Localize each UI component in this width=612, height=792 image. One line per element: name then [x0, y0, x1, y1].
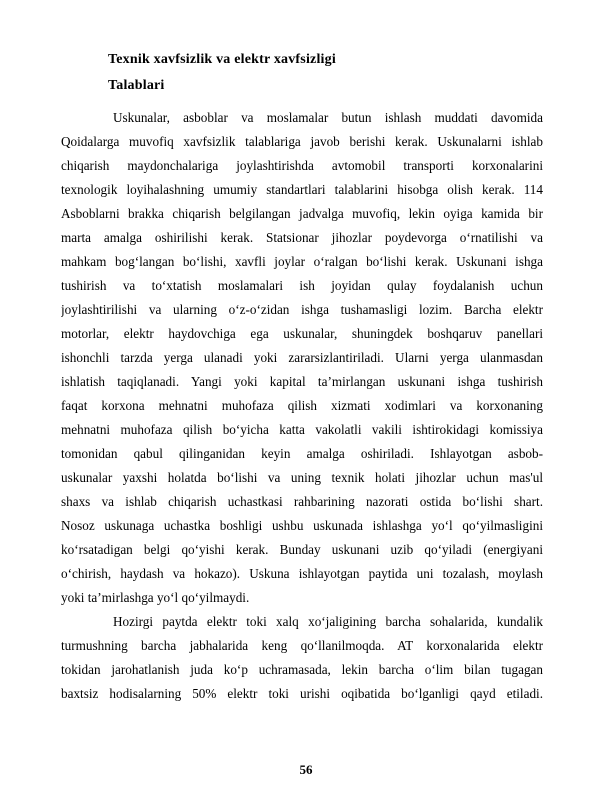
text-line: Uskunalar, asboblar va moslamalar butun ishlash muddati davomida [113, 110, 543, 125]
text-line: mehnatni muhofaza qilish boʻyicha katta vakolatli vakili ishtirokidagi komissiya [61, 422, 543, 437]
section-heading: Texnik xavfsizlik va elektr xavfsizligi [108, 52, 336, 67]
text-line: chiqarish maydonchalariga joylashtirishda avtomobil transporti korxonalarini [61, 158, 543, 173]
text-line: uskunalar yaxshi holatda boʻlishi va uning texnik holati jihozlar uchun mas'ul [61, 470, 543, 485]
page-number: 56 [299, 762, 313, 777]
text-line: Nosoz uskunaga uchastka boshligi ushbu uskunada ishlashga yoʻl qoʻyilmasligini [61, 518, 543, 533]
text-line: motorlar, elektr haydovchiga ega uskunalar, shuningdek boshqaruv panellari [61, 326, 543, 341]
text-line: mahkam bogʻlangan boʻlishi, xavfli joylar oʻralgan boʻlishi kerak. Uskunani ishga [61, 254, 543, 269]
text-line: koʻrsatadigan belgi qoʻyishi kerak. Bunday uskunani uzib qoʻyiladi (energiyani [61, 542, 543, 557]
body-text [61, 106, 543, 706]
paragraph-2 [61, 610, 543, 706]
text-line: yoki ta’mirlashga yoʻl qoʻyilmaydi. [61, 590, 250, 605]
text-line: tokidan jarohatlanish juda koʻp uchramasada, lekin barcha oʻlim bilan tugagan [61, 662, 543, 677]
text-line: baxtsiz hodisalarning 50% elektr toki urishi oqibatida boʻlganligi qayd etiladi. [61, 686, 543, 701]
text-line: Hozirgi paytda elektr toki xalq xoʻjaligining barcha sohalarida, kundalik [113, 614, 543, 629]
text-line: faqat korxona mehnatni muhofaza qilish xizmati xodimlari va korxonaning [61, 398, 543, 413]
text-line: Qoidalarga muvofiq xavfsizlik talablariga javob berishi kerak. Uskunalarni ishlab [61, 134, 543, 149]
text-line: Asboblarni brakka chiqarish belgilangan jadvalga muvofiq, lekin oyiga kamida bir [61, 206, 543, 221]
paragraph-1 [61, 106, 543, 610]
text-line: ishonchli tarzda yerga ulanadi yoki zararsizlantiriladi. Ularni yerga ulanmasdan [61, 350, 543, 365]
text-line: texnologik loyihalashning umumiy standartlari talablarini hisobga olish kerak. 114 [61, 182, 543, 197]
section-subheading: Talablari [108, 78, 165, 93]
text-line: tushirish va toʻxtatish moslamalari ish joyidan qulay foydalanish uchun [61, 278, 543, 293]
text-line: shaxs va ishlab chiqarish uchastkasi rahbarining nazorati ostida boʻlishi shart. [61, 494, 543, 509]
text-line: turmushning barcha jabhalarida keng qoʻllanilmoqda. AT korxonalarida elektr [61, 638, 543, 653]
text-line: tomonidan qabul qilinganidan keyin amalga oshiriladi. Ishlayotgan asbob- [61, 446, 543, 461]
text-line: ishlatish taqiqlanadi. Yangi yoki kapital ta’mirlangan uskunani ishga tushirish [61, 374, 543, 389]
text-line: marta amalga oshirilishi kerak. Statsionar jihozlar poydevorga oʻrnatilishi va [61, 230, 543, 245]
text-line: oʻchirish, haydash va hokazo). Uskuna ishlayotgan paytida uni tozalash, moylash [61, 566, 543, 581]
text-line: joylashtirilishi va ularning oʻz-oʻzidan ishga tushamasligi lozim. Barcha elektr [61, 302, 543, 317]
